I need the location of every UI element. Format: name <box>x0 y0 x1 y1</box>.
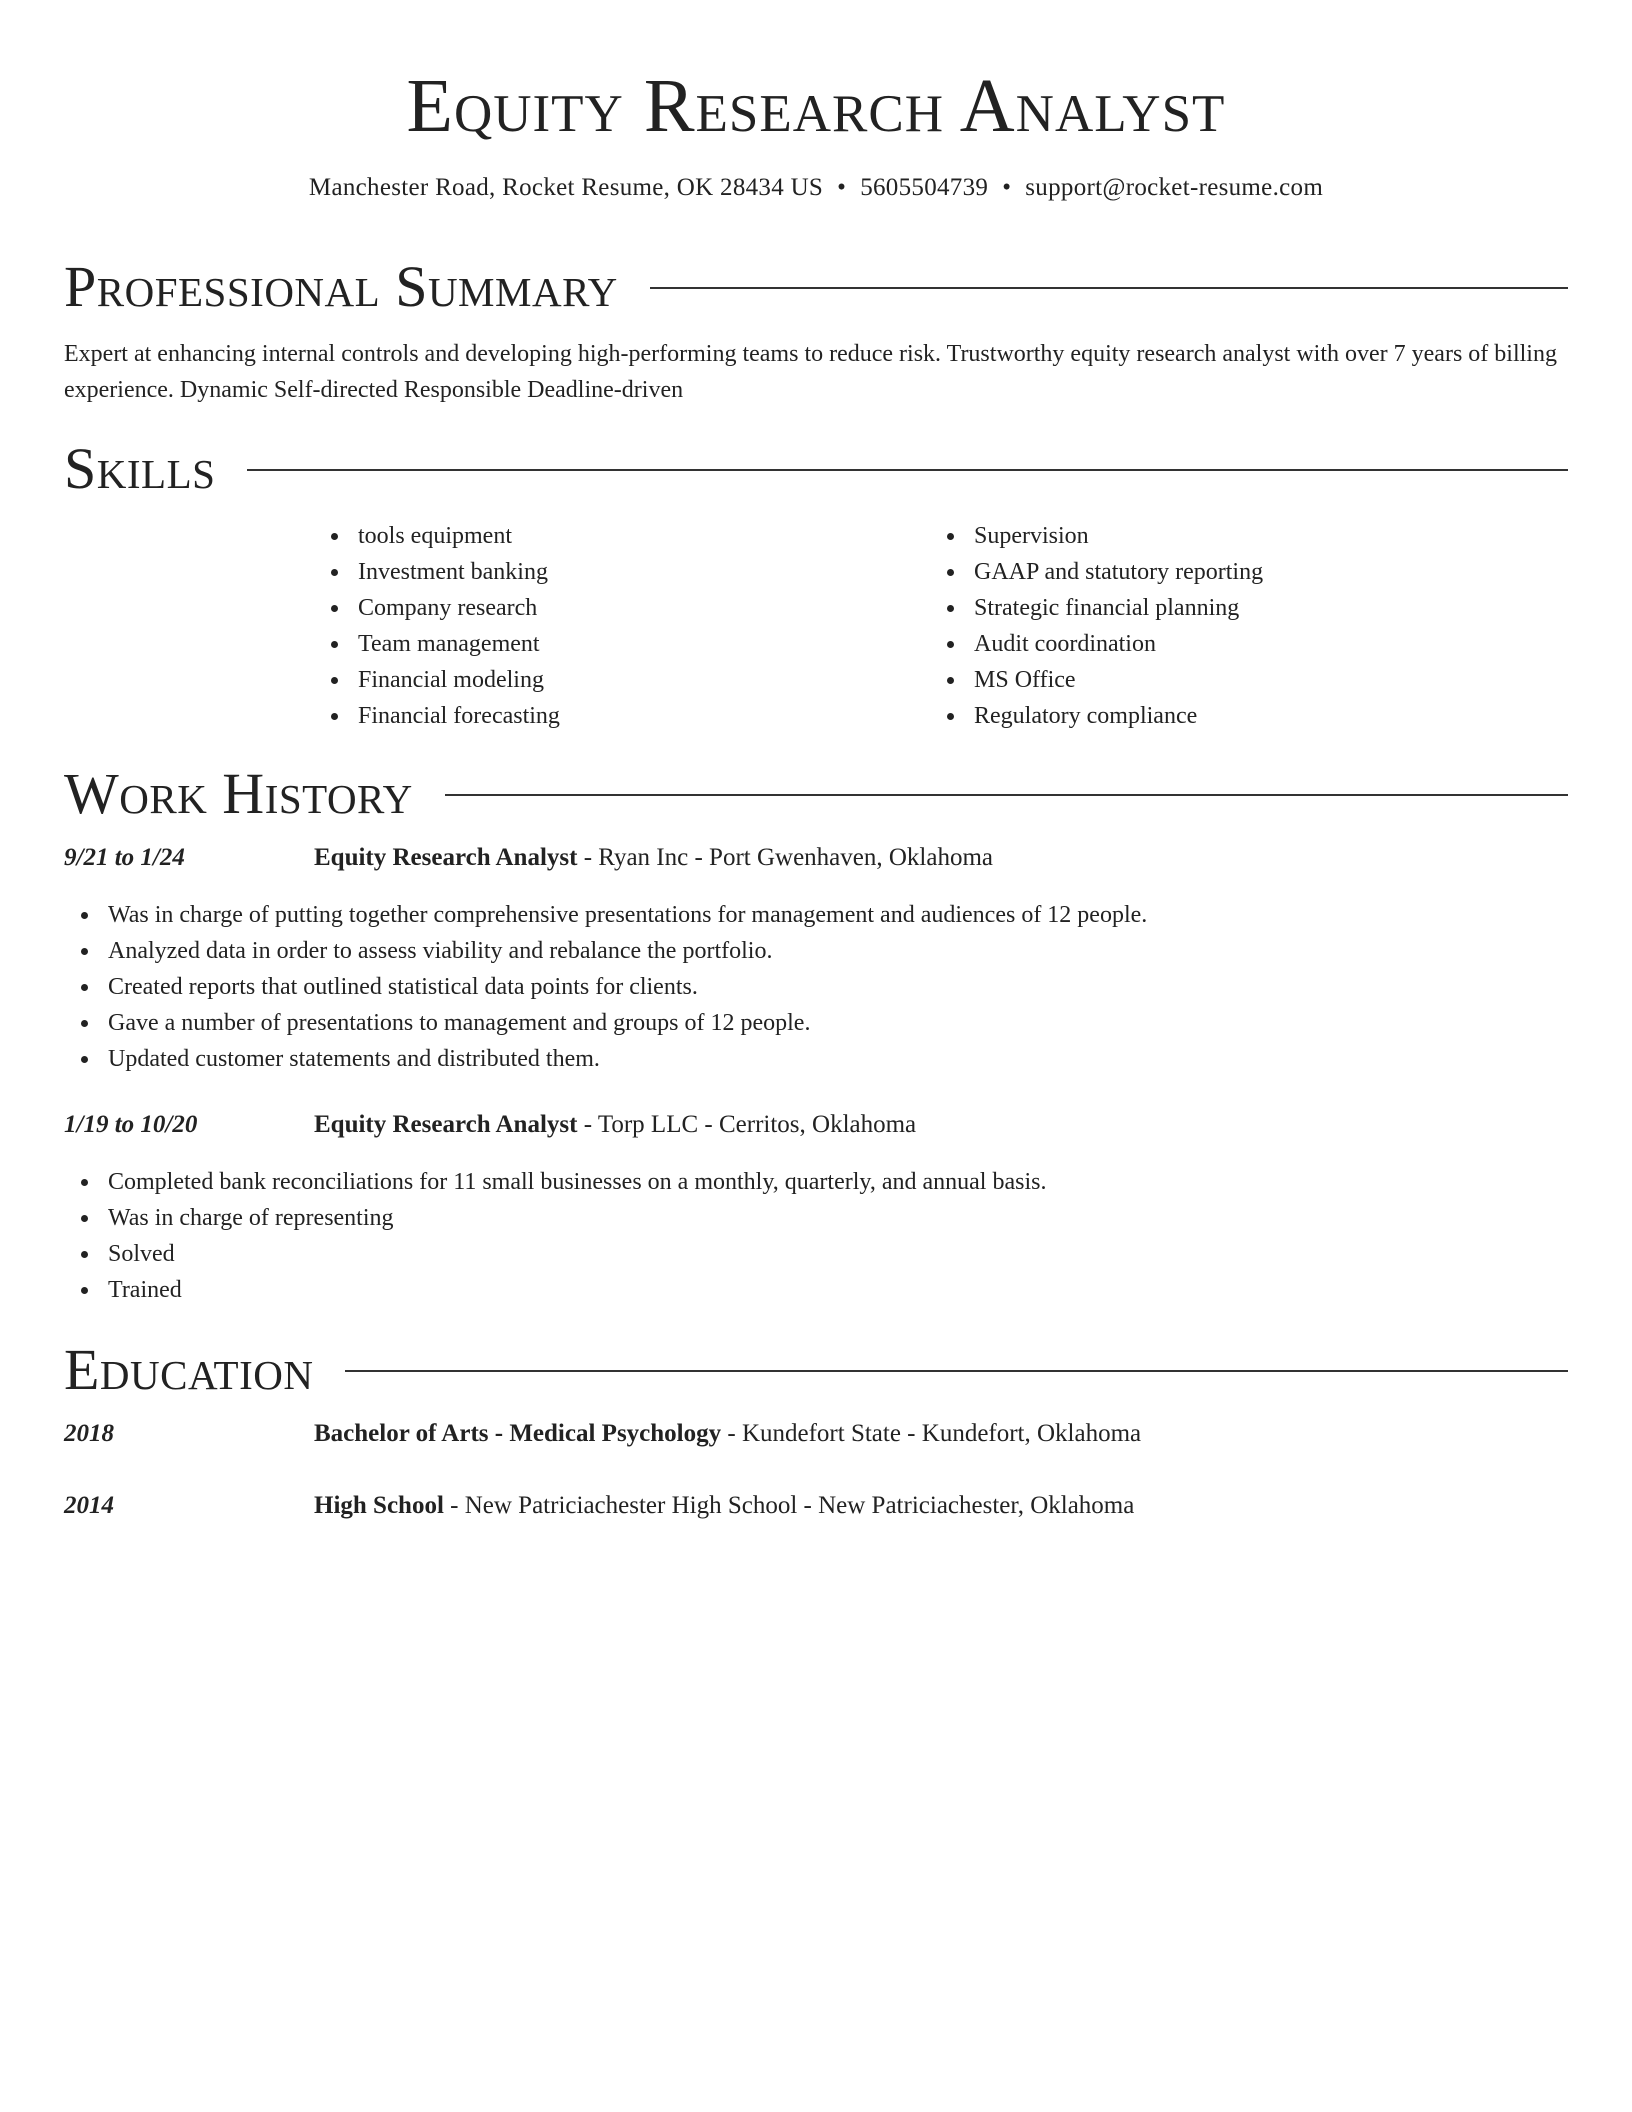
work-section-header <box>64 761 1568 826</box>
job-bullet-list <box>64 897 1568 1077</box>
job-dates: 9/21 to 1/24 <box>64 844 185 871</box>
job-bullet: Gave a number of presentations to management and groups of 12 people. <box>64 1005 1568 1041</box>
skill-item: Regulatory compliance <box>930 698 1546 734</box>
job-bullet: Analyzed data in order to assess viability and rebalance the portfolio. <box>64 933 1568 969</box>
skill-item: Financial modeling <box>314 662 930 698</box>
education-title-line <box>314 1420 1141 1448</box>
education-degree: Bachelor of Arts - Medical Psychology <box>314 1420 722 1447</box>
job-bullet-list <box>64 1164 1568 1308</box>
education-entry <box>64 1420 1568 1448</box>
resume-title: Equity Research Analyst <box>406 64 1226 148</box>
skill-item: Investment banking <box>314 554 930 590</box>
skills-section-header <box>64 436 1568 501</box>
job-bullet: Completed bank reconciliations for 11 small businesses on a monthly, quarterly, and annual basis. <box>64 1164 1568 1200</box>
summary-section-header <box>64 254 1568 319</box>
skills-heading: Skills <box>64 436 216 501</box>
job-bullets <box>64 897 1568 1077</box>
skills-column-right <box>930 518 1546 734</box>
education-degree: High School <box>314 1492 444 1519</box>
job-title: Equity Research Analyst <box>314 844 578 871</box>
skill-item: tools equipment <box>314 518 930 554</box>
job-bullet: Created reports that outlined statistical data points for clients. <box>64 969 1568 1005</box>
contact-separator: • <box>837 174 847 201</box>
job-title-line <box>314 1111 916 1139</box>
job-details: - Ryan Inc - Port Gwenhaven, Oklahoma <box>577 844 994 871</box>
job-bullet: Solved <box>64 1236 1568 1272</box>
section-divider <box>445 794 1568 796</box>
job-entry <box>64 844 1568 872</box>
education-year: 2014 <box>64 1492 114 1519</box>
contact-info <box>64 142 1568 202</box>
skill-item: Audit coordination <box>930 626 1546 662</box>
skills-column-left <box>314 518 930 734</box>
job-bullet: Was in charge of representing <box>64 1200 1568 1236</box>
section-divider <box>247 469 1568 471</box>
skill-item: MS Office <box>930 662 1546 698</box>
education-entry <box>64 1492 1568 1520</box>
section-divider <box>345 1370 1568 1372</box>
job-entry <box>64 1111 1568 1139</box>
skill-item: Financial forecasting <box>314 698 930 734</box>
skills-list <box>314 518 1568 734</box>
education-section-header <box>64 1337 1568 1402</box>
contact-line <box>64 174 1568 202</box>
job-dates: 1/19 to 10/20 <box>64 1111 198 1138</box>
education-title-line <box>314 1492 1134 1520</box>
summary-text: Expert at enhancing internal controls and developing high-performing teams to reduce risk. Trustworthy equity research analyst with over 7 years of billing experience. Dynamic Self-directed Responsible Deadline-driven <box>64 341 1557 403</box>
education-heading: Education <box>64 1337 314 1402</box>
job-bullet: Was in charge of putting together comprehensive presentations for management and audiences of 12 people. <box>64 897 1568 933</box>
job-title-line <box>314 844 993 872</box>
job-bullets <box>64 1164 1568 1308</box>
work-heading: Work History <box>64 761 413 826</box>
contact-phone: 5605504739 <box>860 174 989 201</box>
job-bullet: Trained <box>64 1272 1568 1308</box>
job-details: - Torp LLC - Cerritos, Oklahoma <box>577 1111 917 1138</box>
contact-email: support@rocket-resume.com <box>1025 174 1324 201</box>
job-bullet: Updated customer statements and distributed them. <box>64 1041 1568 1077</box>
summary-body <box>64 336 1568 408</box>
skill-item: Team management <box>314 626 930 662</box>
contact-separator: • <box>1002 174 1012 201</box>
skill-item: Supervision <box>930 518 1546 554</box>
education-details: - Kundefort State - Kundefort, Oklahoma <box>721 1420 1142 1447</box>
skill-item: GAAP and statutory reporting <box>930 554 1546 590</box>
skill-item: Company research <box>314 590 930 626</box>
education-details: - New Patriciachester High School - New Patriciachester, Oklahoma <box>443 1492 1135 1519</box>
header <box>64 0 1568 148</box>
section-divider <box>650 287 1568 289</box>
skill-item: Strategic financial planning <box>930 590 1546 626</box>
job-title: Equity Research Analyst <box>314 1111 578 1138</box>
contact-address: Manchester Road, Rocket Resume, OK 28434 US <box>308 174 824 201</box>
education-year: 2018 <box>64 1420 114 1447</box>
summary-heading: Professional Summary <box>64 254 618 319</box>
